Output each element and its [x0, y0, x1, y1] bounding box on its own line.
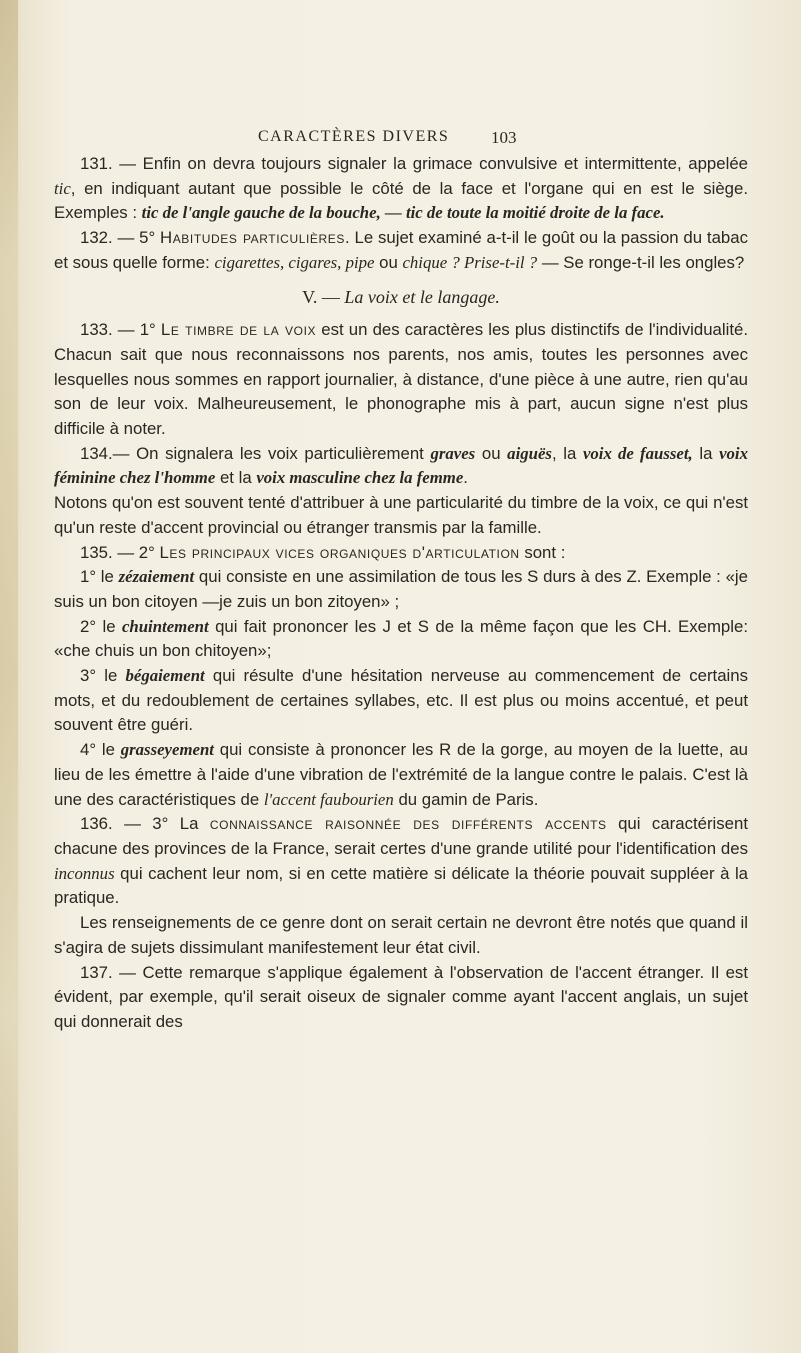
l1-text-a: 1° le	[80, 567, 119, 587]
l4-text-b: qui consiste à prononcer les R de la gorge, au moyen de la luette, au lieu de les émettre à l'aide d'une vibration de l'extrémité de la langue contre le palais. C'est là une des caractéristiques de	[54, 740, 748, 809]
l4-accent: l'accent faubourien	[263, 789, 394, 809]
p135-text-a: 135. — 2°	[80, 542, 160, 562]
p134-graves: graves	[430, 443, 476, 463]
list-item-grasseyement	[54, 738, 748, 812]
paragraph-136-note: Les renseignements de ce genre dont on serait certain ne devront être notés que quand il s'agira de sujets dissimulant manifestement leur état civil.	[54, 913, 748, 957]
l2-text-a: 2° le	[80, 616, 122, 636]
p131-examples: tic de l'angle gauche de la bouche, — tic de toute la moitié droite de la face.	[141, 203, 665, 223]
p132-text-a: 132. — 5°	[80, 228, 160, 248]
paragraph-134	[54, 442, 748, 491]
p133-text-b: est un des caractères les plus distinctifs de l'individualité. Chacun sait que nous reconnaissons nos parents, nos amis, toutes les personnes avec lesquelles nous sommes en rapport journalier, à distance, d'une pièce à une autre, rien qu'au son de leur voix. Malheureusement, le phonographe mis à part, aucun signe n'est plus difficile à noter.	[54, 320, 748, 439]
p132-text-c: ou	[374, 252, 403, 272]
l3-text-a: 3° le	[80, 666, 126, 686]
paragraph-134-note: Notons qu'on est souvent tenté d'attribuer à une particularité du timbre de la voix, ce qui n'est qu'un reste d'accent provincial ou étranger transmis par la famille.	[54, 493, 748, 537]
p134-text-e: et la	[215, 468, 257, 488]
l4-text-a: 4° le	[80, 740, 121, 760]
l1-term: zézaiement	[118, 567, 195, 587]
p134-text-c: , la	[551, 443, 583, 463]
l4-term: grasseyement	[120, 740, 214, 760]
l3-text-b: qui résulte d'une hésitation nerveuse au commencement de certains mots, et du redoublement de certaines syllabes, etc. Il est plus ou moins accentué, et peut souvent être guéri.	[54, 666, 748, 735]
p134-text-b: ou	[475, 443, 508, 463]
p131-text-a: 131. — Enfin on devra toujours signaler la grimace convulsive et intermittente, appelée	[80, 154, 748, 173]
section-v-title: La voix et le langage.	[344, 286, 500, 307]
p134-text-d: la	[692, 443, 720, 463]
running-head	[0, 128, 801, 152]
p132-chique: chique ? Prise-t-il ?	[402, 252, 538, 272]
l2-text-b: qui fait prononcer les J et S de la même façon que les CH. Exemple: «che chuis un bon chitoyen»;	[54, 616, 748, 661]
p135-text-b: sont :	[519, 542, 566, 562]
p131-term-tic: tic	[54, 178, 71, 198]
p136-text-c: qui cachent leur nom, si en cette matière si délicate la théorie pouvait suppléer à la pratique.	[54, 863, 748, 908]
p133-heading: Le timbre de la voix	[160, 320, 317, 340]
p136-inconnus: inconnus	[54, 863, 115, 883]
p134-feminine: voix féminine chez l'homme	[54, 443, 748, 488]
page-number: 103	[491, 128, 517, 147]
section-v-number: V. —	[302, 286, 345, 307]
p134-fausset: voix de fausset,	[582, 443, 693, 463]
p132-text-b: . Le sujet examiné a-t-il le goût ou la passion du tabac et sous quelle forme:	[54, 228, 748, 272]
p132-heading: Habitudes particulières	[159, 228, 345, 248]
p134-text-f: .	[463, 468, 468, 488]
paragraph-135	[54, 541, 748, 566]
p132-forms: cigarettes, cigares, pipe	[214, 252, 375, 272]
l2-term: chuintement	[121, 616, 209, 636]
paragraph-132	[54, 226, 748, 275]
body-text	[54, 152, 748, 1035]
l3-term: bégaiement	[125, 666, 205, 686]
page-edge-shadow	[0, 0, 18, 1353]
paragraph-137: 137. — Cette remarque s'applique également à l'observation de l'accent étranger. Il est évident, par exemple, qu'il serait oiseux de signaler comme ayant l'accent anglais, un sujet qui donnerait des	[54, 962, 748, 1031]
list-item-zezaiement	[54, 565, 748, 614]
paragraph-133	[54, 318, 748, 442]
running-title: CARACTÈRES DIVERS	[258, 128, 450, 145]
list-item-begaiement	[54, 664, 748, 738]
p134-masculine: voix masculine chez la femme	[256, 468, 464, 488]
p134-aigues: aiguës	[507, 443, 552, 463]
l4-text-c: du gamin de Paris.	[393, 789, 539, 809]
p133-text-a: 133. — 1°	[80, 320, 161, 340]
paragraph-136	[54, 812, 748, 911]
p136-text-b: qui caractérisent chacune des provinces de la France, serait certes d'une grande utilité pour l'identification des	[54, 814, 748, 858]
list-item-chuintement	[54, 615, 748, 664]
p132-text-d: — Se ronge-t-il les ongles?	[537, 252, 745, 272]
p135-heading: Les principaux vices organiques d'articulation	[159, 542, 520, 562]
p131-text-b: , en indiquant autant que possible le côté de la face et l'organe qui en est le siège. Exemples :	[54, 178, 748, 223]
p136-text-a: 136. — 3° La	[80, 814, 210, 834]
paragraph-131	[54, 152, 748, 226]
l1-text-b: qui consiste en une assimilation de tous les S durs à des Z. Exemple : «je suis un bon citoyen —je zuis un bon zitoyen» ;	[54, 567, 748, 611]
p136-heading: connaissance raisonnée des différents accents	[209, 814, 607, 834]
section-heading-v	[54, 285, 748, 310]
p134-text-a: 134.— On signalera les voix particulièrement	[80, 443, 431, 463]
